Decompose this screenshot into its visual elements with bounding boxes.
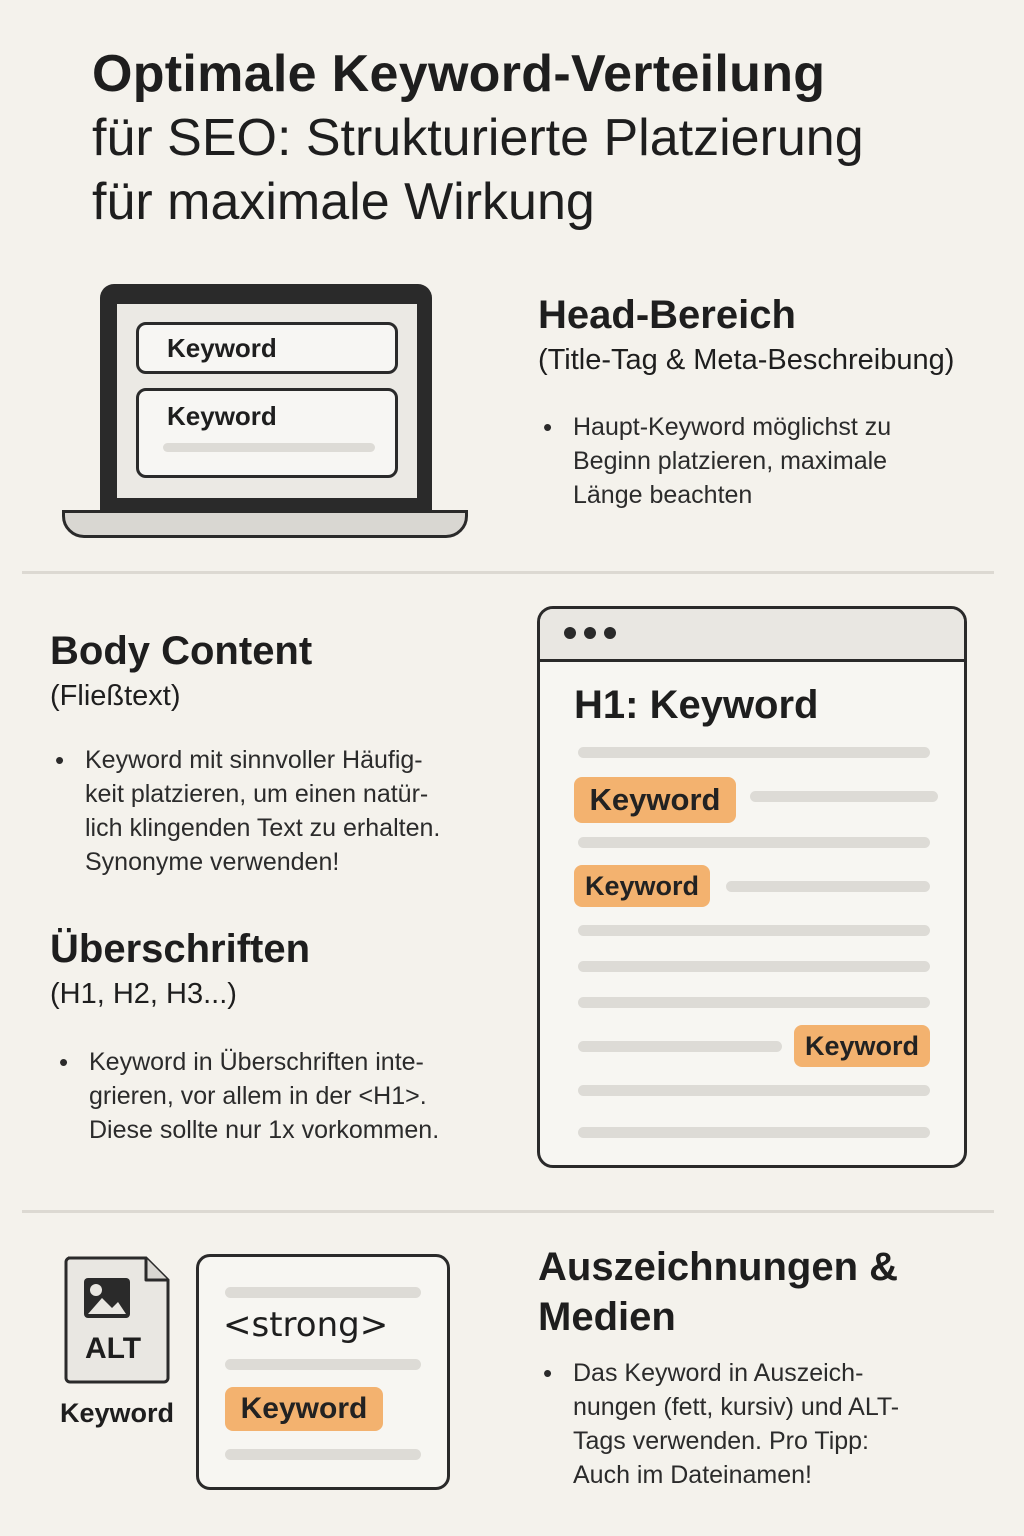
headings-bullet-line-3: Diese sollte nur 1x vorkommen. [89, 1116, 440, 1144]
body-bullet-line-4: Synonyme verwenden! [85, 848, 340, 876]
bullet-dot: • [59, 1047, 69, 1077]
head-section-bullet [543, 410, 993, 512]
meta-description-line [163, 443, 375, 452]
text-line [578, 925, 930, 936]
body-section-bullet [55, 743, 525, 879]
text-line [726, 881, 930, 892]
media-heading-line-2: Medien [538, 1295, 676, 1339]
title-line-1: Optimale Keyword-Verteilung [92, 45, 826, 103]
media-bullet-line-3: Tags verwenden. Pro Tipp: [573, 1427, 869, 1455]
text-line [578, 1041, 782, 1052]
headings-section-bullet [59, 1045, 529, 1147]
alt-label: ALT [84, 1332, 142, 1365]
text-line [578, 1085, 930, 1096]
head-section-heading: Head-Bereich [538, 293, 796, 337]
browser-title-bar [540, 609, 964, 662]
text-line [578, 747, 930, 758]
keyword-highlight: Keyword [794, 1025, 930, 1067]
body-section-subheading: (Fließtext) [50, 680, 181, 712]
keyword-highlight: Keyword [225, 1387, 383, 1431]
text-line [225, 1449, 421, 1460]
media-bullet-line-1: Das Keyword in Auszeich- [573, 1359, 864, 1387]
window-dot-icon [584, 627, 596, 639]
body-section-heading: Body Content [50, 629, 313, 673]
text-line [578, 997, 930, 1008]
media-bullet-line-2: nungen (fett, kursiv) und ALT- [573, 1393, 900, 1421]
headings-section-heading: Überschriften [50, 927, 311, 971]
media-section-heading [538, 1242, 898, 1342]
browser-h1: H1: Keyword [574, 683, 819, 727]
meta-description-keyword: Keyword [167, 401, 277, 431]
section-divider [22, 1210, 994, 1213]
headings-section-subheading: (H1, H2, H3...) [50, 978, 237, 1010]
text-line [750, 791, 938, 802]
body-bullet-line-3: lich klingenden Text zu erhalten. [85, 814, 441, 842]
window-dot-icon [604, 627, 616, 639]
title-tag-box [136, 322, 398, 374]
title-tag-keyword: Keyword [167, 333, 277, 363]
text-line [578, 837, 930, 848]
bullet-dot: • [55, 745, 65, 775]
text-line [578, 1127, 930, 1138]
bullet-dot: • [543, 412, 553, 442]
strong-markup-card [196, 1254, 450, 1490]
head-bullet-line-2: Beginn platzieren, maximale [573, 447, 888, 475]
page-title [92, 42, 992, 234]
keyword-highlight: Keyword [574, 865, 710, 907]
laptop-base [62, 510, 468, 538]
strong-tag-label: <strong> [223, 1305, 389, 1345]
browser-window-icon [537, 606, 967, 1168]
window-dot-icon [564, 627, 576, 639]
keyword-highlight: Keyword [574, 777, 736, 823]
section-divider [22, 571, 994, 574]
text-line [225, 1359, 421, 1370]
body-bullet-line-1: Keyword mit sinnvoller Häufig- [85, 746, 423, 774]
head-section-subheading: (Title-Tag & Meta-Beschreibung) [538, 344, 955, 376]
alt-caption: Keyword [60, 1398, 175, 1428]
headings-bullet-line-1: Keyword in Überschriften inte- [89, 1048, 424, 1076]
head-bullet-line-3: Länge beachten [573, 481, 753, 509]
body-bullet-line-2: keit platzieren, um einen natür- [85, 780, 429, 808]
text-line [578, 961, 930, 972]
title-line-2: für SEO: Strukturierte Platzierung [92, 109, 864, 167]
meta-description-box [136, 388, 398, 478]
bullet-dot: • [543, 1358, 553, 1388]
headings-bullet-line-2: grieren, vor allem in der <H1>. [89, 1082, 427, 1110]
media-bullet-line-4: Auch im Dateinamen! [573, 1461, 813, 1489]
media-section-bullet [543, 1356, 993, 1492]
head-bullet-line-1: Haupt-Keyword möglichst zu [573, 413, 892, 441]
text-line [225, 1287, 421, 1298]
title-line-3: für maximale Wirkung [92, 173, 595, 231]
media-heading-line-1: Auszeichnungen & [538, 1245, 899, 1289]
